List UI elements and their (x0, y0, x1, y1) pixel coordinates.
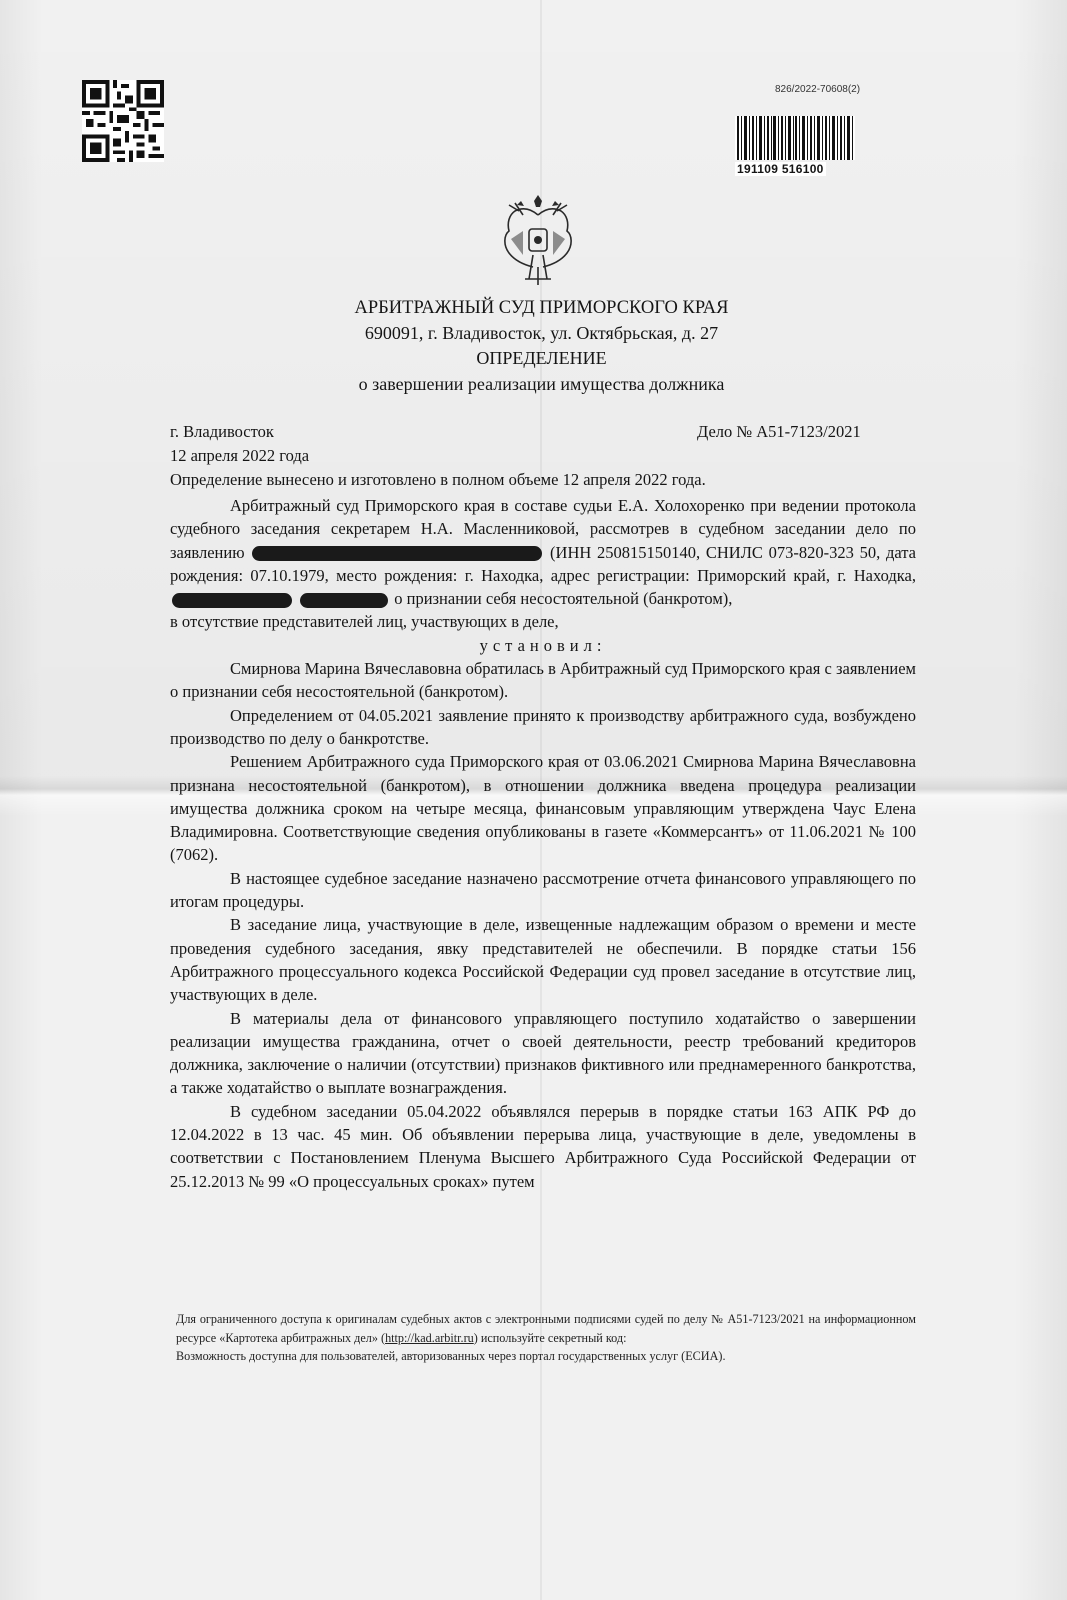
paragraph-5: Решением Арбитражного суда Приморского края от 03.06.2021 Смирнова Марина Вячеславовна признана несостоятельной (банкротом), в отношении должника введена процедура реализации имущества должника сроком на четыре месяца, финансовым управляющим утверждена Чаус Елена Владимировна. Соответствующие сведения опубликованы в газете «Коммерсантъ» от 11.06.2021 № 100 (7062). (170, 752, 916, 865)
case-number: Дело № А51-7123/2021 (697, 422, 861, 441)
intro-text-2: (ИНН 250815150140, СНИЛС 073-820-323 50, дата рождения: 07.10.1979, место рождения: г. Находка, адрес регистрации: Приморский край, г. Находка, (170, 542, 916, 585)
redacted-address-2 (300, 593, 388, 608)
barcode (735, 116, 855, 174)
barcode-icon (735, 116, 855, 160)
intro-text-3: о признании себя несостоятельной (банкротом), (394, 589, 733, 609)
issued-note: Определение вынесено и изготовлено в полном объеме 12 апреля 2022 года. (170, 470, 706, 489)
court-name: АРБИТРАЖНЫЙ СУД ПРИМОРСКОГО КРАЯ (354, 298, 729, 318)
redacted-name (252, 546, 542, 561)
paragraph-intro (170, 494, 916, 610)
redacted-address-1 (172, 593, 292, 608)
paragraph-4: Определением от 04.05.2021 заявление принято к производству арбитражного суда, возбуждено производство по делу о банкротстве. (170, 705, 916, 748)
kad-link[interactable]: http://kad.arbitr.ru (385, 1330, 474, 1345)
paragraph-6: В настоящее судебное заседание назначено рассмотрение отчета финансового управляющего по итогам процедуры. (170, 868, 916, 912)
footer-access-note (176, 1310, 916, 1347)
barcode-number: 191109 516100 (737, 162, 824, 176)
footer-note (176, 1310, 916, 1366)
paragraph-8: В материалы дела от финансового управляющего поступило ходатайство о завершении реализации имущества гражданина, отчет о своей деятельности, реестр требований кредиторов должника, заключение о наличии (отсутствии) признаков фиктивного или преднамеренного банкротства, а также ходатайство о выплате вознаграждения. (170, 1008, 916, 1098)
footer-esia-note: Возможность доступна для пользователей, авторизованных через портал государственных услуг (ЕСИА). (176, 1349, 726, 1363)
qr-code-icon (82, 80, 164, 162)
court-address: 690091, г. Владивосток, ул. Октябрьская, д. 27 (364, 323, 719, 343)
city: г. Владивосток (170, 422, 274, 441)
double-headed-eagle-icon (495, 195, 581, 287)
coat-of-arms-emblem (495, 195, 581, 287)
decision-date: 12 апреля 2022 года (170, 446, 310, 465)
document-title: ОПРЕДЕЛЕНИЕ (476, 348, 607, 368)
paragraph-3: Смирнова Марина Вячеславовна обратилась в Арбитражный суд Приморского края с заявлением о признании себя несостоятельной (банкротом). (170, 659, 916, 702)
established-heading: установил: (479, 635, 607, 655)
footer-text-1: Для ограниченного доступа к оригиналам судебных актов с электронными подписями судей по делу № А51-7123/2021 на информационном ресурсе «Картотека арбитражных дел» ( (176, 1312, 916, 1345)
paragraph-absence: в отсутствие представителей лиц, участвующих в деле, (170, 612, 559, 632)
qr-code (82, 80, 164, 162)
footer-text-2: ) используйте секретный код: (473, 1330, 627, 1345)
document-body (170, 494, 916, 1193)
intro-text-1: Арбитражный суд Приморского края в составе судьи Е.А. Холохоренко при ведении протокола судебного заседания секретарем Н.А. Масленниковой, рассмотрев в судебном заседании дело по заявлению (170, 496, 916, 562)
paragraph-9: В судебном заседании 05.04.2022 объявлялся перерыв в порядке статьи 163 АПК РФ до 12.04.2022 в 13 час. 45 мин. Об объявлении перерыва лица, участвующие в деле, уведомлены в соответствии с Постановлением Пленума Высшего Арбитражного Суда Российской Федерации от 25.12.2013 № 99 «О процессуальных сроках» путем (170, 1101, 916, 1191)
document-number: 826/2022-70608(2) (775, 84, 861, 95)
document-subtitle: о завершении реализации имущества должника (358, 374, 725, 394)
paragraph-7: В заседание лица, участвующие в деле, извещенные надлежащим образом о времени и месте проведения судебного заседания, явку представителей не обеспечили. В порядке статьи 156 Арбитражного процессуального кодекса Российской Федерации суд провел заседание в отсутствие лиц, участвующих в деле. (170, 915, 916, 1005)
